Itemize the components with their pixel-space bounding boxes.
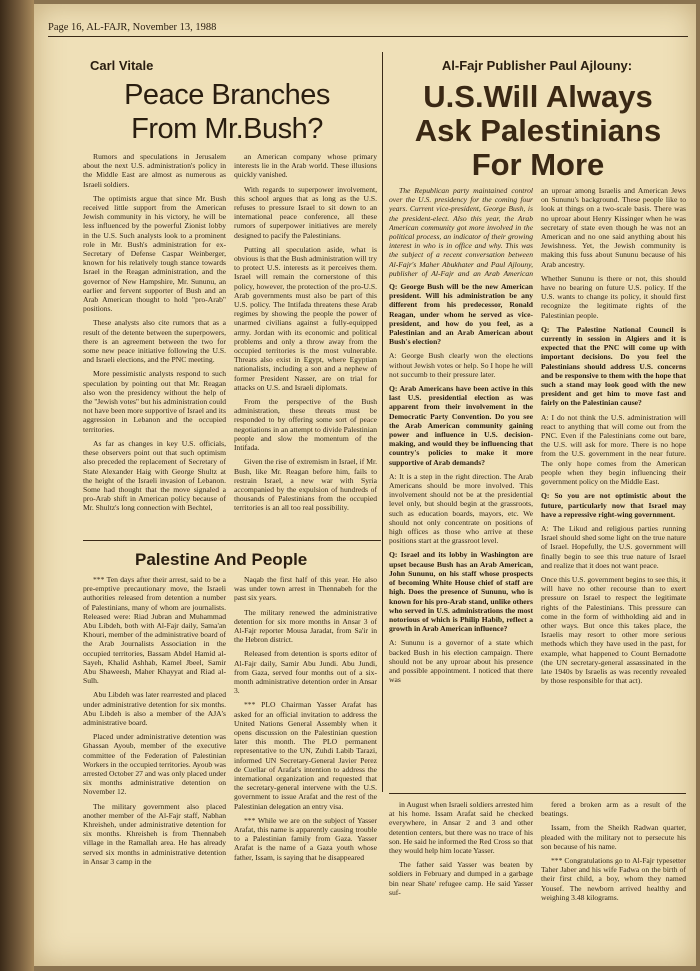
right-article-col1 [389,282,533,790]
paragraph: With regards to superpower involvement, this school argues that as long as the U.S. refuses to pressure Israel to sit down to an international peace conference, all these rumors of superpower initiatives are merely designed to pacify the Palestinians. [234,184,377,240]
paragraph: A: It is a step in the right direction. The Arab Americans should be more involved. This involvement should not be at the presidential level only, but should begin at the grassroots, such as education boards, mayors, etc. We should not only concentrate on positions of high offices as those who arrive at these positions start at the grassroot level. [389,471,533,546]
right-article-col2 [541,186,686,790]
left-article-col2 [234,152,377,532]
paragraph: in August when Israeli soldiers arrested him at his home. Issam Arafat said he checked everywhere, in Ansar 2 and 3 and other detention centers, but there was no trace of his son. He said he informed the Red Cross so that they would help him locate Yasser. [389,800,533,856]
intro-paragraph: The Republican party maintained control over the U.S. presidency for the coming four years. Current vice-president, George Bush, is the president-elect. Also this year, the Arab American community got more involved in the political process, an indicator of their growing interest in who is in office and why. This was the subject of a recent conversation between Al-Fajr's Maher Abukhater and Paul Ajlouny, publisher of Al-Fajr and an Arab American [389,186,533,278]
paragraph: Abu Libdeh was later rearrested and placed under administrative detention for six months. Abu Libdeh is also a member of the AJA's administrative board. [83,690,226,728]
left-article-col1 [83,152,226,532]
paragraph: *** Ten days after their arrest, said to be a pre-emptive precautionary move, the Israeli authorities released from detention a number of Palestinians, many of whom are journalists. Released were: Riad Jubran and Muhammad Abu Libdeh, both with Al-Fajr daily, Sama'an Khouri, member of the administrative board of the Arab Journalists Association in the occupied territories, Bassam Abdel Hamid al-Sayeh, Khalid Ashhab, Kamel Jbeel, Samir Abu Shaweesh, Maher Khayyat and Riad al-Sulh. [83,575,226,686]
paragraph: Placed under administrative detention was Ghassan Ayoub, member of the executive committee of the Federation of Palestinian Workers in the occupied territories. Ayoub was arrested October 27 and was only placed under six months administrative detention on November 12. [83,732,226,797]
paragraph: The military renewed the administrative detention for six more months in Ansar 3 of Al-Fajr reporter Mousa Jaradat, from Sa'ir in the Hebron district. [234,607,377,645]
paragraph: Rumors and speculations in Jerusalem about the next U.S. administration's policy in the Middle East are almost as numerous as Israeli soldiers. [83,152,226,189]
section-rule [83,540,381,541]
paragraph: fered a broken arm as a result of the beatings. [541,800,686,819]
right-byline: Al-Fajr Publisher Paul Ajlouny: [441,58,633,73]
paragraph: Q: Arab Americans have been active in this last U.S. presidential election as was apparent from their involvement in the Democratic Party Convention. Do you see the Arab American community gaining power and influence in U.S. decision-making, and would they be influencing that country's policies to make it more supportive of Arab demands? [389,384,533,467]
pp-col4 [541,800,686,955]
page-header [48,22,688,37]
paragraph: *** PLO Chairman Yasser Arafat has asked for an official invitation to address the United Nations General Assembly when it opens discussion on the Palestinian question later this month. The PLO permanent representative to the UN, Zuhdi Labib Tarazi, informed UN Secretary-General Javier Perez de Cuellar of Arafat's intention to address the international organization and requested that the secretary-general intervene with the U.S. government to issue Arafat and the rest of the Palestinian delegation an entry visa. [234,700,377,811]
paragraph: A: Sununu is a governor of a state which backed Bush in his election campaign. There should not be any uproar about his presence and possible appointment. I noticed that there was [389,638,533,685]
right-title-line1: U.S.Will Always [423,79,653,114]
pp-col3 [389,800,533,955]
left-title-line2: From Mr.Bush? [131,113,323,145]
header-text: Page 16, AL-FAJR, November 13, 1988 [48,22,217,33]
paragraph: The father said Yasser was beaten by soldiers in February and dumped in a garbage bin near Shate' refugee camp. He said Yasser suf- [389,860,533,897]
bottom-rule [389,793,686,794]
paragraph: More pessimistic analysts respond to such speculation by pointing out that Mr. Reagan also won the presidency without the help of the "Jewish votes" but his administration could not have been more supportive of Israel and its aggression in Lebanon and the occupied territories. [83,369,226,434]
paragraph: Issam, from the Sheikh Radwan quarter, pleaded with the military not to persecute his son because of his name. [541,823,686,851]
paragraph: These analysts also cite rumors that as a result of the detente between the superpowers, there is an agreement between the two for some new peace initiative following the U.S. and Israeli elections, and the PNC meeting. [83,318,226,365]
paragraph: A: George Bush clearly won the elections without Jewish votes or help. So I hope he will not succumb to their pressure later. [389,351,533,379]
right-title [388,80,688,182]
paragraph: As far as changes in key U.S. officials, these observers point out that such optimism also preceded the replacement of Secretary of State Alexander Haig with George Shultz at the height of the Israeli invasion of Lebanon. Some had thought that the move signaled a pro-Arab shift in American policy because of Mr. Shultz's long connection with Bechtel, [83,438,226,513]
paragraph: A: The Likud and religious parties running Israel should shed some light on the true nature of Israel. Hopefully, the U.S. government will finally begin to see this true nature of Israel and realize that it does not want peace. [541,523,686,570]
pp-col2 [234,575,377,955]
paragraph: Putting all speculation aside, what is obvious is that the Bush administration will try to protect U.S. interests as it perceives them. Israel will remain the cornerstone of this policy, however, the protection of the pro-U.S. Arab governments must also be part of this U.S. policy. The Intifada threatens these Arab regimes by showing the people the power of unarmed civilians against a fully-equipped army. Jordan with its economic and political problems and only a throw away from the occupied territories is the most vulnerable. Threats also exist in Egypt, where Egyptian nationalists, including a son and a nephew of former President Nasser, are on trial for attacks on U.S. and Israeli diplomats. [234,244,377,392]
paragraph: Given the rise of extremism in Israel, if Mr. Bush, like Mr. Reagan before him, fails to restrain Israel, a new war with Syria accompanied by the expulsion of hundreds of thousands of Palestinians from the occupied territories is an all too real possibility. [234,457,377,513]
paragraph: Whether Sununu is there or not, this should have no bearing on future U.S. policy. If the U.S. wants to change its policy, it should first recognize the legitimate rights of the Palestinian people. [541,273,686,320]
paragraph: Once this U.S. government begins to see this, it will have no other recourse than to exert pressure on Israel to respect the legitimate rights of the Palestinians. This pressure can come in the form of withholding aid and in other ways. But once this takes place, the Israelis may resort to other more serious methods which they have used in the past, for example, what happened to Count Bernadotte (the UN secretary-general assassinated in the late 1940s by Israelis as was recently revealed by those responsible for that act). [541,574,686,686]
paragraph: A: I do not think the U.S. administration will react to anything that will come out from the PNC. Even if the Palestinians come out bare, the U.S. will ask for more. There is no hope from the U.S. government in the near future. The only hope comes from the American people when they begin influencing their government policy on the Middle East. [541,412,686,487]
paragraph: Q: The Palestine National Council is currently in session in Algiers and it is expected that the PNC will come up with important decisions. Do you feel the Palestinians should address U.S. concerns and be responsive to them with the hope that such a stand may look good with the new president and get him to move fast and fairly on the Palestinian cause? [541,324,686,408]
right-title-line2: Ask Palestinians [414,113,662,148]
pp-col1 [83,575,226,955]
paragraph: an American company whose primary interests lie in the Arab world. These illusions quickly vanished. [234,152,377,180]
paragraph: Q: George Bush will be the new American president. Will his administration be any different from his predecessor, Ronald Reagan, under whom he served as vice-president, and how do you feel, as a Palestinian and an Arab American about Bush's election? [389,282,533,347]
left-title-line1: Peace Branches [124,79,330,111]
paragraph: *** Congratulations go to Al-Fajr typesetter Taher Jaber and his wife Fadwa on the birth of their first child, a boy, whom they named Yousef. The newborn arrived healthy and weighing 3.48 kilograms. [541,856,686,902]
paragraph: From the perspective of the Bush administration, these threats must be responded to by offering some sort of peace negotiations in an attempt to divide Palestinian people and slow the momentum of the Intifada. [234,397,377,453]
paragraph: The military government also placed another member of the Al-Fajr staff, Nabhan Khreisheh, under administrative detention for six months. Khreisheh is from Thennabeh village in the Ramallah area. He has already served six months in administrative detention in Ansar 3 camp in the [83,801,226,866]
paragraph: Released from detention is sports editor of Al-Fajr daily, Samir Abu Jundi. Abu Jundi, from Gaza, served four months out of a six-month administrative detention order in Ansar 3. [234,649,377,696]
paragraph: *** While we are on the subject of Yasser Arafat, this name is apparently causing trouble to a Palestinian family from Gaza. Yasser Arafat is the name of a Gaza youth whose father, Issam, is saying that he disappeared [234,815,377,862]
column-divider [382,52,383,792]
right-title-line3: For More [471,147,605,182]
left-title [82,78,372,146]
paragraph: an uproar among Israelis and American Jews on Sununu's background. These people like to look at things on a two-scale basis. There was no uproar about Henry Kissinger when he was secretary of state even though he was not an American and no one said anything about his Jewishness. Yet, the Jewish community is making this fuss about Sununu because of his Arab ancestry. [541,186,686,269]
left-byline: Carl Vitale [90,58,154,73]
book-binding [0,0,34,971]
paragraph: Q: So you are not optimistic about the future, particularly now that Israel may have a repressive right-wing government. [541,491,686,519]
paragraph: Naqab the first half of this year. He also was under town arrest in Thennabeh for the past six years. [234,575,377,603]
paragraph: Q: Israel and its lobby in Washington are upset because Bush has an Arab American, John Sununu, on his staff whose prospects of becoming White House chief of staff are high. Does the presence of Sununu, who is known for his pro-Arab stand, unlike others who served in U.S. administrations the most notorious of which is Philip Habib, reflect a growth in Arab American influence? [389,550,533,634]
paragraph: The optimists argue that since Mr. Bush received little support from the American Jewish community in his victory, he will be less influenced by the powerful Zionist lobby in the U.S. Such analysts look to a prominent role in Mr. Bush's administration for ex-Secretary of Defense Caspar Weinberger, known for his relatively tough stance towards Israel in the Reagan administration, and the governor of New Hampshire, Mr. Sununu, an earlier and fervent supporter of Bush and an Arab American thought to hold "pro-Arab" positions. [83,193,226,314]
palestine-people-title: Palestine And People [135,550,308,569]
right-intro [389,186,533,278]
